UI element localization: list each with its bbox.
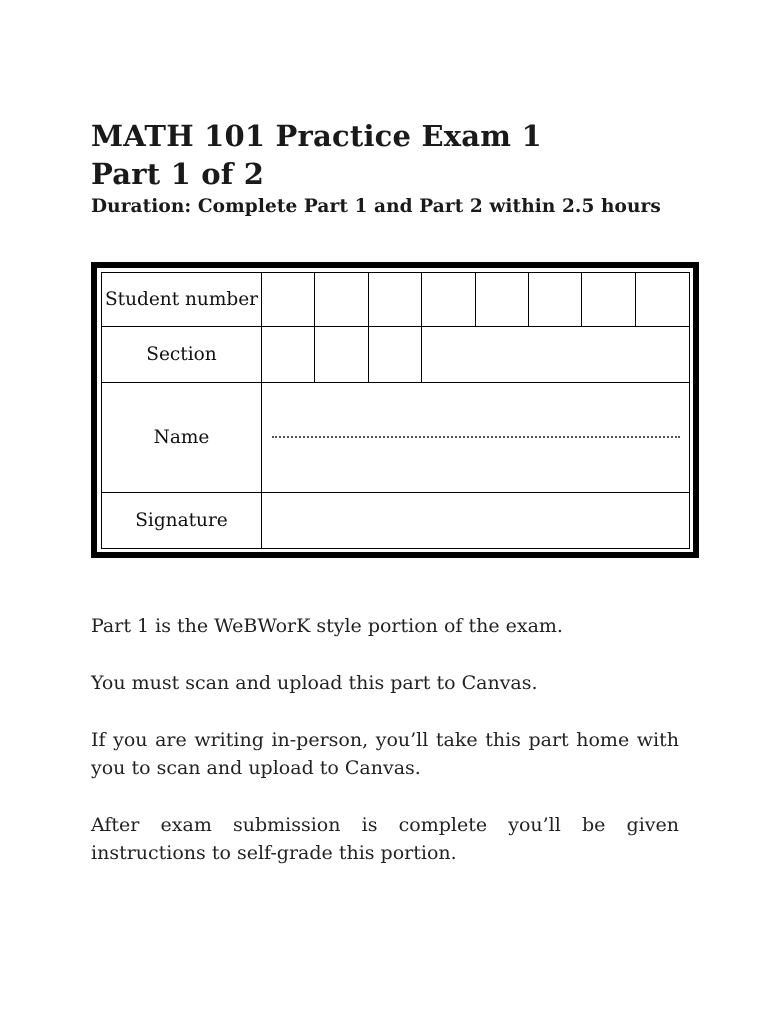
name-label: Name	[153, 427, 210, 448]
student-number-digit-1[interactable]	[262, 273, 314, 326]
instruction-paragraph: If you are writing in-person, you’ll take this part home with you to scan and upload to Canvas.	[91, 729, 679, 779]
name-dotted-line	[272, 428, 680, 438]
section-digit-2[interactable]	[315, 327, 368, 382]
exam-part-title: Part 1 of 2	[91, 157, 265, 191]
section-label: Section	[146, 344, 217, 365]
student-number-digit-4[interactable]	[422, 273, 475, 326]
student-number-digit-3[interactable]	[369, 273, 421, 326]
student-number-digit-2[interactable]	[315, 273, 368, 326]
student-number-digit-5[interactable]	[476, 273, 528, 326]
student-number-digit-6[interactable]	[529, 273, 581, 326]
instruction-paragraph: You must scan and upload this part to Canvas.	[91, 672, 538, 694]
instruction-paragraph: Part 1 is the WeBWorK style portion of the exam.	[91, 615, 563, 637]
instruction-paragraph: After exam submission is complete you’ll be given instructions to self-grade this portion.	[91, 814, 679, 864]
section-digit-3[interactable]	[369, 327, 421, 382]
exam-duration: Duration: Complete Part 1 and Part 2 within 2.5 hours	[91, 196, 661, 217]
signature-label: Signature	[135, 510, 228, 531]
student-number-digit-8[interactable]	[636, 273, 689, 326]
signature-field[interactable]	[262, 493, 689, 548]
student-number-digit-7[interactable]	[582, 273, 635, 326]
section-digit-1[interactable]	[262, 327, 314, 382]
exam-title: MATH 101 Practice Exam 1	[91, 119, 542, 153]
student-number-label: Student number	[104, 289, 259, 310]
section-box-divider	[421, 326, 422, 383]
